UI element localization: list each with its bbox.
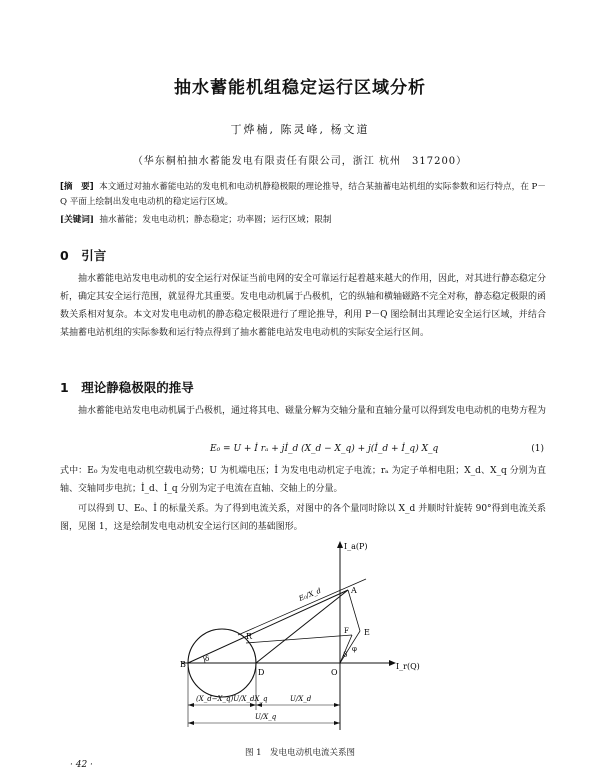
abstract-text: 本文通过对抽水蓄能电站的发电机和电动机静稳极限的理论推导，结合某抽蓄电站机组的实际参数和运行特点，在 P－Q 平面上绘制出发电电动机的稳定运行区域。 bbox=[60, 182, 546, 207]
label-phi: φ bbox=[352, 645, 357, 653]
label-delta-O: δ bbox=[343, 651, 348, 659]
label-B: B bbox=[180, 660, 186, 669]
keywords-text: 抽水蓄能；发电电动机；静态稳定；功率圆；运行区域；限制 bbox=[99, 215, 332, 225]
equation-text: E₀ = U + İ rₐ + jİ_d (X_d − X_q) + j(İ_d + İ_q) X_q bbox=[210, 444, 439, 454]
label-delta-B: δ bbox=[205, 655, 210, 663]
dim-arrow-4 bbox=[334, 703, 340, 707]
q-axis-arrow bbox=[389, 660, 396, 666]
abstract bbox=[60, 180, 550, 210]
label-O: O bbox=[331, 668, 338, 677]
paper-title: 抽水蓄能机组稳定运行区域分析 bbox=[174, 78, 426, 98]
line-A-E bbox=[348, 590, 360, 631]
section-0-paragraph: 抽水蓄能电站发电电动机的安全运行对保证当前电网的安全可靠运行起着越来越大的作用，因此，对其进行静态稳定分析，确定其安全运行范围，就显得尤其重要。发电电动机属于凸极机，它的纵轴和横轴磁路不完全对称，静态稳定极限的函数关系相对复杂。本文对发电电动机的静态稳定极限进行了理论推导，利用 P－Q 图绘制出其理论安全运行区域，并结合某抽蓄电站机组的实际参数和运行特点得到了抽水蓄能电站发电电动机的实际安全运行区间。 bbox=[60, 274, 547, 338]
label-e0xd: E₀/X_d bbox=[297, 586, 323, 603]
label-A: A bbox=[351, 586, 357, 595]
section-1-paragraph-1: 抽水蓄能电站发电电动机属于凸极机，通过将其电、磁量分解为交轴分量和直轴分量可以得到发电电动机的电势方程为 bbox=[78, 406, 547, 416]
label-F: F bbox=[344, 627, 349, 635]
dim-label-left: (X_d−X_q)U/X_dX_q bbox=[196, 695, 268, 703]
keywords-label: [关键词] bbox=[60, 215, 94, 225]
label-E: E bbox=[364, 628, 370, 637]
equation-number: (1) bbox=[531, 444, 544, 454]
label-D: D bbox=[258, 668, 265, 677]
p-axis-label: I_a(P) bbox=[344, 542, 368, 551]
page-number: · 42 · bbox=[70, 760, 93, 770]
authors: 丁烨楠, 陈灵峰, 杨文道 bbox=[230, 123, 370, 136]
dim-label-right: U/X_d bbox=[290, 695, 312, 703]
line-B-A bbox=[188, 590, 348, 663]
q-axis-label: I_r(Q) bbox=[396, 662, 420, 671]
figure-current-diagram bbox=[0, 535, 600, 745]
section-1-heading: 1 理论静稳极限的推导 bbox=[60, 380, 194, 395]
section-1-paragraph-2: 式中：E₀ 为发电电动机空载电动势；U 为机端电压；İ 为发电电动机定子电流；rₐ 为定子单相电阻；X_d、X_q 分别为直轴、交轴同步电抗；İ_d、İ_q 分别为定子电流在直轴、交轴上的分量。 bbox=[60, 466, 546, 494]
dim-arrow-2 bbox=[250, 703, 256, 707]
affiliation: （华东桐柏抽水蓄能发电有限责任有限公司，浙江 杭州 317200） bbox=[132, 156, 468, 167]
section-0-heading: 0 引言 bbox=[60, 248, 107, 263]
section-1-paragraph-3: 可以得到 U、E₀、İ 的标量关系。为了得到电流关系，对图中的各个量同时除以 X_d 并顺时针旋转 90°得到电流关系图，见图 1，这是绘制发电电动机安全运行区间的基础图形。 bbox=[60, 504, 546, 532]
label-R: R bbox=[246, 632, 253, 641]
dim-arrow-5 bbox=[188, 721, 194, 725]
figure-caption: 图 1 发电电动机电流关系图 bbox=[244, 748, 356, 758]
keywords bbox=[60, 213, 550, 227]
p-axis-arrow bbox=[337, 541, 343, 548]
dim-arrow-6 bbox=[334, 721, 340, 725]
line-R-F bbox=[246, 635, 352, 643]
dim-arrow-3 bbox=[256, 703, 262, 707]
dim-arrow-1 bbox=[188, 703, 194, 707]
dim-label-bottom: U/X_q bbox=[255, 713, 277, 721]
abstract-label: [摘 要] bbox=[60, 182, 94, 192]
